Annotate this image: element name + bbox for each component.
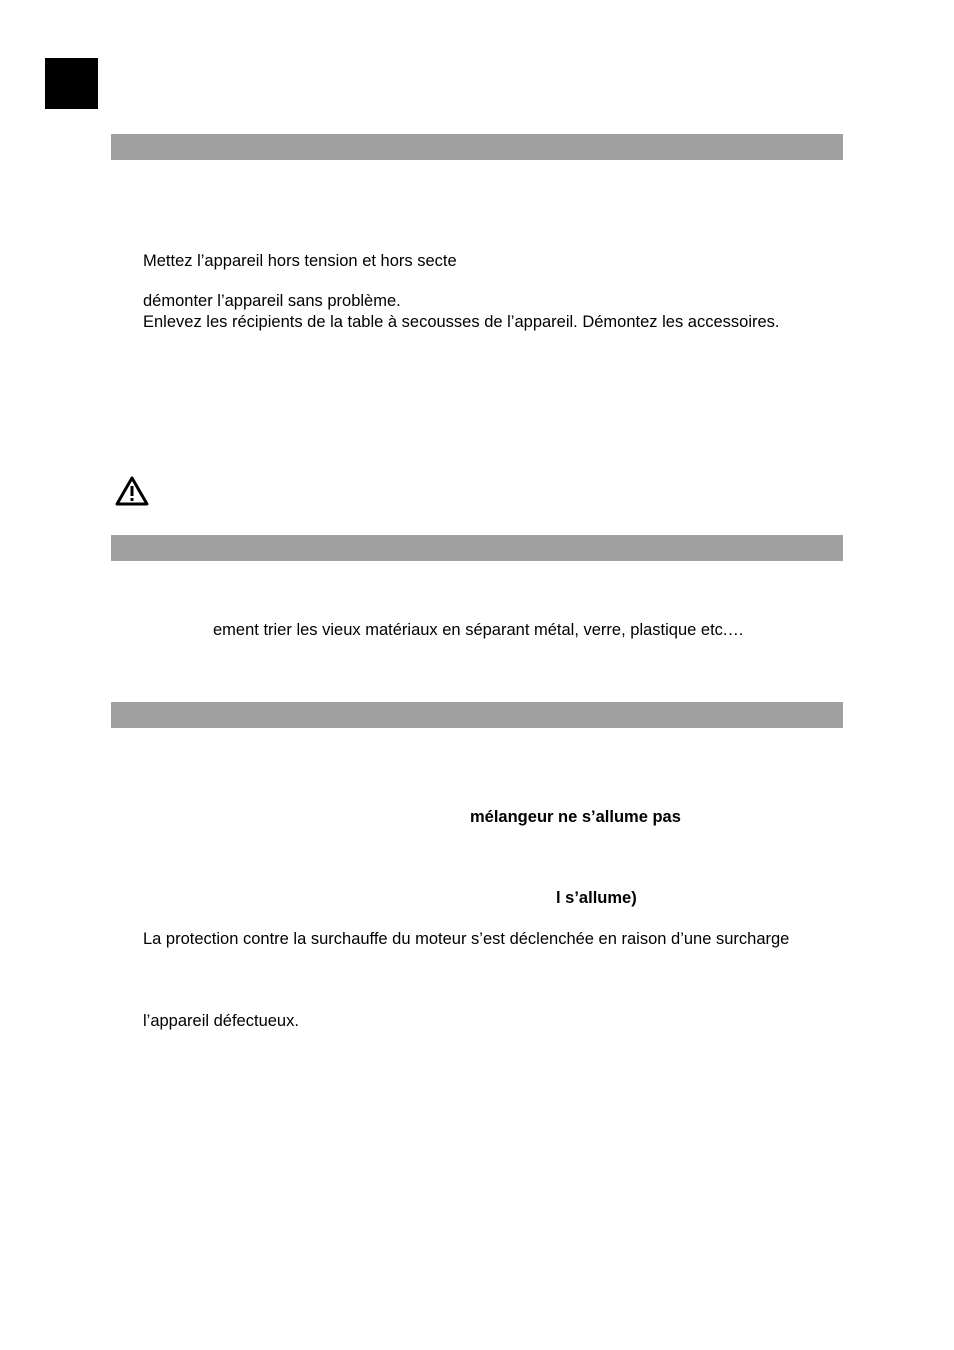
trouble-line-2: l’appareil défectueux.	[143, 1012, 299, 1030]
section1-line1: Mettez l’appareil hors tension et hors secte	[143, 252, 457, 270]
trouble-heading-1: mélangeur ne s’allume pas	[470, 808, 681, 826]
section1-line2: démonter l’appareil sans problème.	[143, 292, 401, 310]
section-bar-troubleshooting	[111, 702, 843, 728]
black-square-tab	[45, 58, 98, 109]
trouble-heading-2: l s’allume)	[556, 889, 637, 907]
section-bar-disposal	[111, 535, 843, 561]
section2-line1: ement trier les vieux matériaux en séparant métal, verre, plastique etc.…	[213, 621, 744, 639]
trouble-line-1: La protection contre la surchauffe du moteur s’est déclenchée en raison d’une surcharge	[143, 930, 790, 948]
section-bar-cleaning	[111, 134, 843, 160]
section1-line3: Enlevez les récipients de la table à secousses de l’appareil. Démontez les accessoires.	[143, 313, 780, 331]
warning-triangle-icon	[115, 475, 149, 507]
